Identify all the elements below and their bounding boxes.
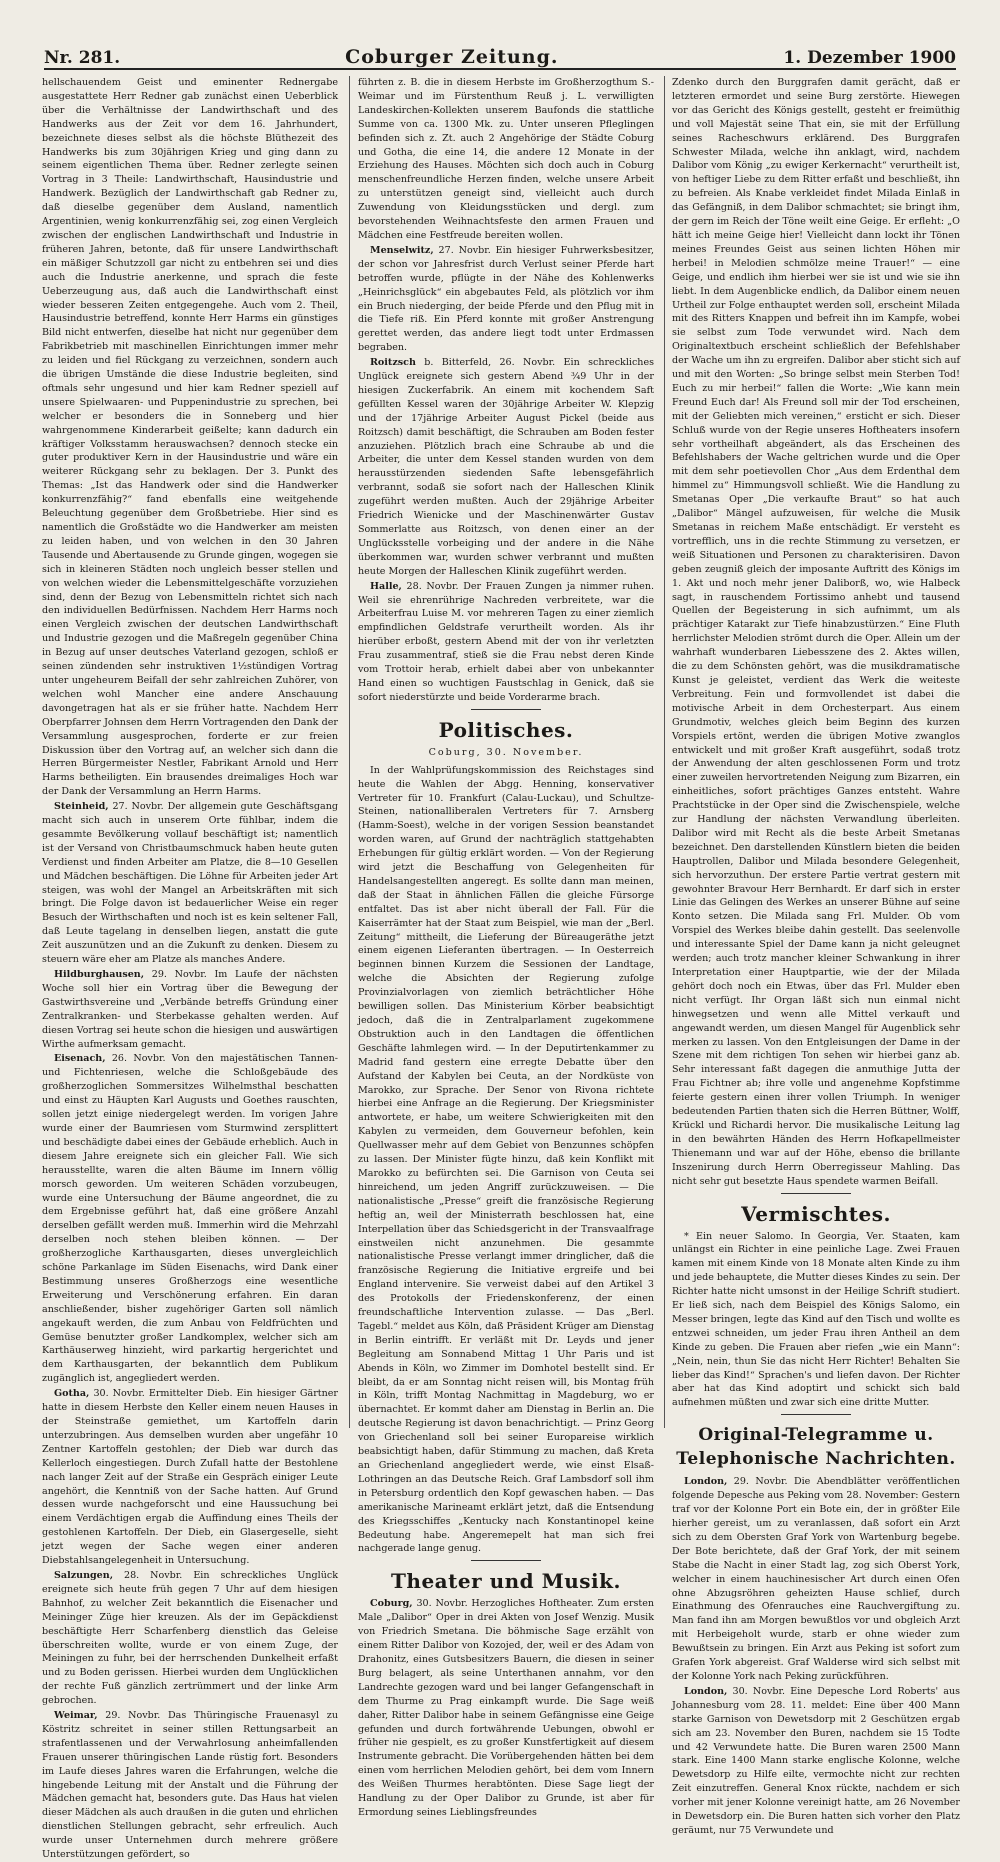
section-divider <box>471 1560 541 1561</box>
news-text: 27. Novbr. Der allgemein gute Geschäftsgang macht sich auch in unserem Orte fühlbar, indem die gesammte Bevölkerung vollauf beschäftigt ist; namentlich ist der Versand von Christbaumschmuck haben heute guten Verdienst und finden Arbeiter am Platze, die 8—10 Gesellen und Mädchen beschäftigen. Die Löhne für Arbeiten jeder Art steigen, was wohl der Mangel an Arbeitskräften mit sich bringt. Die Folge davon ist bedauerlicher Weise ein reger Besuch der Wirthschaften und noch ist es kein seltener Fall, daß Leute tagelang in denselben liegen, anstatt die gute Zeit auszunützen und an die Zukunft zu denken. Diesem zu steuern wäre eher am Platze als manches Andere. <box>42 801 338 966</box>
news-item <box>42 1709 338 1862</box>
news-item <box>672 1685 960 1838</box>
news-item <box>42 968 338 1051</box>
news-place: Salzungen, <box>54 1569 114 1581</box>
news-item <box>42 1569 338 1708</box>
news-item <box>358 356 654 579</box>
news-text: 28. Novbr. Ein schreckliches Unglück ereignete sich heute früh gegen 7 Uhr auf dem hiesigen Bahnhof, zu welcher Zeit bekanntlich die Eisenacher und Meininger Züge hier kreuzen. Als der im Gepäckdienst beschäftigte Herr Scharfenberg dienstlich das Geleise überschreiten wollte, wurde er von einem Zuge, der Meiningen zu fuhr, bei der herrschenden Dunkelheit erfaßt und zu Boden gerissen. Hierbei wurden dem Unglücklichen der rechte Fuß gänzlich zertrümmert und der linke Arm gebrochen. <box>42 1569 338 1707</box>
news-text: 29. Novbr. Im Laufe der nächsten Woche soll hier ein Vortrag über die Bewegung der Gastwirthsvereine und „Verbände betreffs Gründung einer Zentralkranken- und Sterbekasse gehalten werden. Auf diesen Vortrag sei heute schon die hiesigen und auswärtigen Wirthe aufmerksam gemacht. <box>42 969 338 1050</box>
issue-number: Nr. 281. <box>44 48 121 68</box>
section-heading-politics: Politisches. <box>438 717 574 742</box>
masthead <box>44 38 956 70</box>
news-place: Roitzsch <box>370 357 416 369</box>
news-item <box>358 1597 654 1820</box>
news-text: b. Bitterfeld, 26. Novbr. Ein schreckliches Unglück ereignete sich gestern Abend ¾9 Uhr in der hiesigen Zuckerfabrik. An einem mit kochendem Saft gefüllten Kessel waren der 30jährige Arbeiter W. Klepzig und der 17jährige Arbeiter August Pickel (beide aus Roitzsch) damit beschäftigt, die Schrauben am Boden fester anzuziehen. Plötzlich brach eine Schraube ab und die Arbeiter, die unter dem Kessel standen wurden von dem herausstürzenden siedenden Safte lebensgefährlich verbrannt, sodaß sie sofort nach der Halleschen Klinik zugeführt werden mußten. Auch der 29jährige Arbeiter Friedrich Wienicke und der Maschinenwärter Gustav Sommerlatte aus Roitzsch, von denen einer an der Unglücksstelle vorbeiging und der andere in die Nähe überkommen war, wurden schwer verbrannt und mußten heute Morgen der Halleschen Klinik zugeführt werden. <box>358 357 654 577</box>
news-text: 26. Novbr. Von den majestätischen Tannen- und Fichtenriesen, welche die Schloßgebäude des großherzoglichen Sommersitzes Wilhelmsthal beschatten und einst zu Häupten Karl Augusts und Goethes rauschten, sollen jetzt einige niedergelegt werden. Im vorigen Jahre wurde einer der Baumriesen vom Sturmwind zersplittert und beschädigte dabei eines der Gebäude erheblich. Auch in diesem Jahre ereignete sich ein gleicher Fall. Wie sich herausstellte, waren die alten Bäume im Innern völlig morsch geworden. Um weiteren Schäden vorzubeugen, wurde eine Untersuchung der Bäume angeordnet, die zu dem Ergebnisse geführt hat, daß eine größere Anzahl derselben gefällt werden muß. Immerhin wird die Mehrzahl derselben noch stehen bleiben können. — Der großherzogliche Karthausgarten, dieses unvergleichlich schöne Parkanlage im Süden Eisenachs, wird Dank einer Bestimmung unseres Großherzogs eine wesentliche Erweiterung und Verschönerung erfahren. Ein daran anschließender, bisher zugehöriger Garten soll nämlich angekauft werden, die zum Anbau von Feldfrüchten und Gemüse benutzter großer Landkomplex, welcher sich am Karthäuserweg hinzieht, wird parkartig hergerichtet und dem Karthausgarten, der bekanntlich dem Publikum zugänglich ist, angegliedert werden. <box>42 1053 338 1385</box>
article-paragraph: Zdenko durch den Burggrafen damit gerächt, daß er letzteren ermordet und seine Burg zerstörte. Hiewegen vor das Gericht des Königs gestellt, gesteht er freimüthig und voll Majestät seine That ein, sie mit der Erfüllung seines Racheschwurs erklärend. Des Burggrafen Schwester Milada, welche ihn anklagt, wird, nachdem Dalibor vom König „zu ewiger Kerkernacht“ verurtheilt ist, von heftiger Liebe zu dem Ritter erfaßt und beschließt, ihn zu befreien. Als Knabe verkleidet findet Milada Einlaß in das Gefängniß, in dem Dalibor schmachtet; sie bringt ihm, der gern im Reich der Töne weilt eine Geige. Er erfleht: „O hätt ich meine Geige hier! Vielleicht dann lockt ihr Tönen meines Freundes Geist aus seinen lichten Höhen mir herbei! in Melodien schmölze meine Trauer!“ — eine Geige, und endlich ihm hierbei wer sie ist und wie sie ihn liebt. In dem Augenblicke endlich, da Dalibor einem neuen Urtheil zur Folge enthauptet werden soll, erscheint Milada mit des Ritters Knappen und befreit ihn im Kampfe, wobei sie selbst zum Tode verwundet wird. Nach dem Originaltextbuch erscheint schließlich der Befehlshaber der Wache um ihn zu ergreifen. Dalibor aber sticht sich auf und mit den Worten: „So bringe selbst mein Sterben Tod! Euch zu mir herbei!“ fallen die Worte: „Wie kann mein Freund Euch dar! Als Freund soll mir der Tod erscheinen, mit der Geliebten mich vereinen,“ ersticht er sich. Dieser Schluß wurde von der Regie unseres Hoftheaters insofern sehr vortheilhaft abgeändert, als das Erscheinen des Befehlshabers der Wache geltrichen wurde und die Oper mit dem sehr poetievollen Chor „Aus dem Erdenthal dem himmel zu“ Himmungsvoll schließt. Wie die Handlung zu Smetanas Oper „Die verkaufte Braut“ so hat auch „Dalibor“ Mängel aufzuweisen, für welche die Musik Smetanas in reichem Maße entschädigt. Er versteht es vortrefflich, uns in die rechte Stimmung zu versetzen, er weiß Situationen und Personen zu charakterisiren. Davon geben zeugniß gleich der imposante Auftritt des Königs im 1. Akt und noch mehr jener Daliborß, wo, wie Halbeck sagt, in rauschendem Fortissimo anhebt und tausend Quellen der Begeisterung in sich aufnimmt, um als prächtiger Katarakt zur Tiefe hinabzustürzen.“ Eine Fluth herrlichster Melodien strömt durch die Oper. Allein um der wahrhaft wunderbaren Liebesszene des 2. Aktes willen, die zu dem Schönsten gehört, was die musikdramatische Kunst je geleistet, verdient das Werk die weiteste Verbreitung. Fein und formvollendet ist dabei die motivische Arbeit in dem Orchesterpart. Aus einem Grundmotiv, welches gleich beim Beginn des kurzen Vorspiels ertönt, werden die übrigen Motive zwanglos entwickelt und mit großer Kraft ausgeführt, sodaß trotz der Anwendung der alten geschlossenen Form und trotz einer zuweilen hervortretenden Neigung zum Bizarren, ein einheitliches, sofort prächtiges Ganzes entsteht. Wahre Prachtstücke in der Oper sind die Zwischenspiele, welche zur Handlung der nächsten Verwandlung überleiten. Dalibor wird mit Recht als die beste Arbeit Smetanas bezeichnet. Den darstellenden Künstlern bieten die beiden Hauptrollen, Dalibor und Milada besondere Gelegenheit, sich hervorzuthun. Der erstere Partie vertrat gestern mit gewohnter Bravour Herr Bernhardt. Er darf sich in erster Linie das Gelingen des Werkes an unserer Bühne auf seine Konto setzen. Die Milada sang Frl. Mulder. Ob vom Vorspiel des Werkes bleibe dahin gestellt. Das seelenvolle und interessante Spiel der Dame kann ja nicht geleugnet werden; auch trotz mancher kleiner Schwankung in ihrer Interpretation einer Hauptpartie, wie der der Milada gehört doch noch ein Etwas, über das Frl. Mulder eben nicht verfügt. Ihr Organ läßt sich nun einmal nicht hinwegsetzen und wenn alle Mittel verkauft und angewandt werden, um diesen Mangel für Augenblick sehr merken zu lassen. Von den Entgleisungen der Dame in der Szene mit dem richtigen Ton sehen wir hierbei ganz ab. Sehr interessant faßt dagegen die anmuthige Jutta der Frau Fichtner ab; ihre volle und angenehme Kopfstimme feierte gestern einen ihrer vollen Triumph. In weniger bedeutenden Partien thaten sich die Herren Büttner, Wolff, Krückl und Richardi hervor. Die musikalische Leitung lag in den bewährten Händen des Herrn Hofkapellmeister Thienemann und war auf der Höhe, ebenso die brillante Inszenirung durch Herrn Oberregisseur Mahling. Das nicht sehr gut besetzte Haus spendete warmen Beifall. <box>672 77 961 1187</box>
column-3 <box>672 76 961 1836</box>
news-text: 29. Novbr. Die Abendblätter veröffentlichen folgende Depesche aus Peking vom 28. November: Gestern traf vor der Kolonne Port ein Bote ein, der in größter Eile hierher gereist, um zu veranlassen, daß sofort ein Arzt sich zu dem Obersten Graf York von Wartenburg begebe. Der Bote berichtete, daß der Graf York, der mit seinem Stabe die Nacht in einer Stadt lag, zog sich Oberst York, welcher in einem hauchinesischer Art durch einen Ofen ohne Abzugsröhren geheizten Hause schlief, durch Einathmung des Ofenrauches eine Rauchvergiftung zu. Man fand ihn am Morgen bewußtlos vor und obgleich Arzt mit Herbeigeholt wurde, starb er ohne wieder zum Bewußtsein zu bringen. Ein Arzt aus Peking ist sofort zum Grafen York abgereist. Graf Walderse wird sich selbst mit der Kolonne York nach Peking zurückführen. <box>672 1476 960 1682</box>
section-divider <box>781 1193 851 1194</box>
news-place: London, <box>684 1685 728 1697</box>
section-heading-telegrams: Original-Telegramme u. Telephonische Nachrichten. <box>676 1425 956 1470</box>
dateline: Coburg, 30. November. <box>428 746 584 758</box>
news-text: 30. Novbr. Ermittelter Dieb. Ein hiesiger Gärtner hatte in diesem Herbste den Keller einem neuen Hauses in der Steinstraße gemiethet, um Kartoffeln darin unterzubringen. Aus demselben wurden aber ungefähr 10 Zentner Kartoffeln gestohlen; der Dieb war durch das Kellerloch eingestiegen. Durch Zufall hatte der Bestohlene nach langer Zeit auf der Straße ein Gespräch einiger Leute angehört, die Kenntniß von der Sache hatten. Auf Grund dessen wurde nachgeforscht und eine Haussuchung bei einem Verdächtigen ergab die Auffindung eines Theils der gestohlenen Kartoffeln. Der Dieb, ein Glasergeselle, sieht jetzt wegen der Sache wegen einer anderen Diebstahlsangelegenheit in Untersuchung. <box>42 1388 338 1567</box>
article-paragraph: In der Wahlprüfungskommission des Reichstages sind heute die Wahlen der Abgg. Henning, konservativer Vertreter für 10. Frankfurt (Calau-Luckau), und Schultze-Steinen, nationalliberalen Vertreters für 7. Arnsberg (Hamm-Soest), welche in der vorigen Session beanstandet worden waren, auf Grund der nachträglich stattgehabten Erhebungen für gültig erklärt worden. — Von der Regierung wird jetzt die Beschaffung von Gelegenheiten für Handelsangestellten angeregt. Es sollte dann man meinen, daß der Staat in ähnlichen Fällen die gleiche Fürsorge entfaltet. Das ist aber nicht überall der Fall. Für die Kaiserrämter hat der Staat zum Beispiel, wie man der „Berl. Zeitung“ mittheilt, die Lieferung der Büreaugeräthe jetzt einem eigenen Lieferanten übertragen. — In Oesterreich beginnen binnen Kurzem die Sessionen der Landtage, welche die Absichten der Regierung zufolge Provinzialvorlagen von ziemlich beträchtlicher Höhe bewilligen sollen. Das Ministerium Körber beabsichtigt jedoch, daß die in Zentralparlament zugekommene Obstruktion auch in den Landtagen die öffentlichen Geschäfte lahmlegen wird. — In der Deputirtenkammer zu Madrid fand gestern eine erregte Debatte über den Aufstand der Kabylen bei Ceuta, an der Nordküste von Marokko, zur Sprache. Der Senor von Rivona richtete hierbei eine Anfrage an die Regierung. Der Kriegsminister antwortete, er habe, um weitere Schwierigkeiten mit den Kabylen zu vermeiden, dem Gouverneur befohlen, kein Quellwasser mehr auf dem Gebiet von Benzunnes schöpfen zu lassen. Der Minister fügte hinzu, daß kein Konflikt mit Marokko zu befürchten sei. Die Garnison von Ceuta sei hinreichend, um jeden Angriff zurückzuweisen. — Die nationalistische „Presse“ greift die französische Regierung heftig an, weil der Ministerrath beschlossen hat, eine Interpellation über das Schiedsgericht in der Transvaalfrage einstweilen nicht anzunehmen. Die gesammte nationalistische Presse verlangt immer dringlicher, daß die französische Regierung die Initiative ergreife und bei England intervenire. Sie verweist dabei auf den Artikel 3 des Protokolls der Friedenskonferenz, der einen freundschaftliche Intervention zulasse. — Das „Berl. Tagebl.“ meldet aus Köln, daß Präsident Krüger am Dienstag in Berlin eintrifft. Er verläßt mit Dr. Leyds und jener Begleitung am Sonnabend Mittag 1 Uhr Paris und ist Abends in Köln, wo Zimmer im Domhotel bestellt sind. Er bleibt, da er am Sonntag nicht reisen will, bis Montag früh in Köln, trifft Montag Nachmittag in Magdeburg, wo er übernachtet. Er kommt daher am Dienstag in Berlin an. Die deutsche Regierung ist davon benachrichtigt. — Prinz Georg von Griechenland soll bei seiner Europareise wirklich beabsichtigt haben, dafür Stimmung zu machen, daß Kreta an Griechenland angegliedert werde, wie einst Elsaß-Lothringen an das Deutsche Reich. Graf Lambsdorf soll ihm in Petersburg ordentlich den Kopf gewaschen haben. — Das amerikanische Marineamt erklärt jetzt, daß die Entsendung des Kriegsschiffes „Kentucky nach Konstantinopel keine Bedeutung habe. Angeremepelt hat man sich frei nachgerade lange genug. <box>358 764 654 1555</box>
news-place: Gotha, <box>54 1388 90 1400</box>
article-paragraph: hellschauendem Geist und eminenter Rednergabe ausgestattete Herr Redner gab zunächst einen Ueberblick über die Verhältnisse der Landwirthschaft und des Handwerks aus der Zeit vor dem 16. Jahrhundert, bezeichnete dieses selbst als die höchste Blüthezeit des Handwerks bis zum 30jährigen Krieg und ging dann zu seinem eigentlichen Thema über. Redner zerlegte seinen Vortrag in 3 Theile: Landwirthschaft, Hausindustrie und Handwerk. Bezüglich der Landwirthschaft gab Redner zu, daß dieselbe gegenüber dem Ausland, namentlich Argentinien, wenig konkurrenzfähig sei, zog einen Vergleich zwischen der englischen Landwirthschaft und Industrie in früheren Jahren, betonte, daß für unsere Landwirthschaft ein mäßiger Schutzzoll gar nicht zu entbehren sei und dies auch die Industrie anerkenne, und sprach die feste Ueberzeugung aus, daß auch die Landwirthschaft einst wieder besseren Zeiten entgegengehe. Auch vom 2. Theil, Hausindustrie betreffend, konnte Herr Harms ein günstiges Bild nicht entwerfen, dieselbe hat nicht nur gegenüber dem Fabrikbetrieb mit maschinellen Einrichtungen immer mehr zu leiden und fiel Rückgang zu verzeichnen, sondern auch die übrigen Umstände die diese Industrie begleiten, sind oftmals sehr ungesund und hier kam Redner speziell auf unsere Spielwaaren- und Puppenindustrie zu sprechen, bei welcher er besonders die in Sonneberg und hier wahrgenommene Kinderarbeit geißelte; kann dadurch ein kräftiger Volksstamm herauswachsen? dennoch stecke ein guter produktiver Kern in der Hausindustrie und wäre ein weiterer Rückgang sehr zu beklagen. Der 3. Punkt des Themas: „Ist das Handwerk oder sind die Handwerker konkurrenzfähig?“ fand ebenfalls eine weitgehende Beleuchtung gegenüber dem Großbetriebe. Hier sind es namentlich die Großstädte wo die Handwerker am meisten zu leiden haben, und von welchen in den 30 Jahren Tausende und Abertausende zu Grunde gingen, wogegen sie sich in kleineren Städten noch ungleich besser stellen und von welchen wieder die Lebensmittelgeschäfte vorzuziehen sind, denn der Bezug von Lebensmitteln richtet sich nach den individuellen Bedürfnissen. Nachdem Herr Harms noch einen Vergleich zwischen der deutschen Landwirthschaft und Industrie gezogen und die Maßregeln gegenüber China in Bezug auf unser deutsches Vaterland gezogen, schloß er seinen zündenden sehr instruktiven 1½stündigen Vortrag unter ungeheurem Beifall der sehr zahlreichen Zuhörer, von welchen wohl Mancher eine andere Anschauung davongetragen hat als er sie früher hatte. Nachdem Herr Oberpfarrer Johnsen dem Herrn Vortragenden den Dank der Versammlung ausgesprochen, forderte er zur freien Diskussion über den Vortrag auf, an welcher sich dann die Herren Bürgermeister Nestler, Fabrikant Arnold und Herr Harms betheiligten. Ein brausendes dreimaliges Hoch war der Dank der Versammlung an Herrn Harms. <box>42 77 338 798</box>
news-item <box>358 580 654 705</box>
news-text: 27. Novbr. Ein hiesiger Fuhrwerksbesitzer, der schon vor Jahresfrist durch Verlust seiner Pferde hart betroffen wurde, pflügte in der Nähe des Kohlenwerks „Heinrichsglück“ ein abgebautes Feld, als plötzlich vor ihm ein Bruch niederging, der beide Pferde und den Pflug mit in die Tiefe riß. Ein Pferd konnte mit großer Anstrengung gerettet werden, das andere liegt todt unter Erdmassen begraben. <box>358 244 654 354</box>
news-place: Eisenach, <box>54 1053 106 1065</box>
news-text: 30. Novbr. Herzogliches Hoftheater. Zum ersten Male „Dalibor“ Oper in drei Akten von Josef Wenzig. Musik von Friedrich Smetana. Die böhmische Sage erzählt von einem Ritter Dalibor von Kozojed, der, weil er des Adam von Drahonitz, eines Gutsbesitzers Bauern, die diesen in seiner Burg belagert, als seine Unterthanen annahm, vor den Landrechte gezogen ward und bei langer Gefangenschaft in dem Thurme zu Prag einkampft wurde. Die Sage weiß daher, Ritter Dalibor habe in seinem Gefängnisse eine Geige gefunden und durch fortwährende Uebungen, obwohl er früher nie gespielt, es zu großer Kunstfertigkeit auf diesem Instrumente gebracht. Die Vorübergehenden hätten bei dem einen vom herrlichen Melodien gehört, bei dem vom Innern des Weißen Thurmes herabtönten. Diese Sage liegt der Handlung zu der Oper Dalibor zu Grunde, ist aber für Ermordung seines Lieblingsfreundes <box>358 1598 654 1818</box>
section-heading-miscellaneous: Vermischtes. <box>741 1201 891 1226</box>
news-place: Steinheid, <box>54 801 109 813</box>
newspaper-title: Coburger Zeitung. <box>345 46 559 68</box>
news-text: 29. Novbr. Das Thüringische Frauenasyl zu Köstritz schreitet in seiner stillen Rettungsarbeit an strafentlassenen und der Verwahrlosung anheimfallenden Frauen unserer thüringischen Lande rüstig fort. Besonders im Laufe dieses Jahres waren die Erfahrungen, welche die hingebende Leitung mit der Anstalt und die Führung der Mädchen gemacht hat, besonders gute. Das Haus hat vielen dieser Mädchen als auch draußen in die guten und ehrlichen dienstlichen Stellungen gebracht, sehr erfreulich. Auch wurde unser Unternehmen durch mehrere größere Unterstützungen gefördert, so <box>42 1710 338 1861</box>
news-place: Weimar, <box>54 1710 98 1722</box>
news-place: Coburg, <box>370 1598 413 1610</box>
news-place: Menselwitz, <box>370 244 434 256</box>
column-divider <box>664 76 665 1428</box>
news-item <box>358 244 654 355</box>
column-divider <box>349 76 350 1428</box>
article-paragraph: führten z. B. die in diesem Herbste im Großherzogthum S.-Weimar und im Fürstenthum Reuß j. L. verwilligten Landeskirchen-Kollekten unserem Baufonds die stattliche Summe von ca. 1300 Mk. zu. Unter unseren Pfleglingen befinden sich z. Zt. auch 2 Angehörige der Städte Coburg und Gotha, die eine 14, die andere 12 Monate in der Erziehung des Hauses. Möchten sich doch auch in Coburg menschenfreundliche Herzen finden, welche unsere Arbeit zu unterstützen geneigt sind, vielleicht auch durch Zuwendung von Kleidungsstücken und dergl. zum bevorstehenden Weihnachtsfeste den armen Frauen und Mädchen eine Festfreude bereiten wollen. <box>358 77 654 241</box>
section-divider <box>781 1414 851 1415</box>
news-item <box>42 800 338 967</box>
news-item <box>42 1052 338 1386</box>
news-text: 28. Novbr. Der Frauen Zungen ja nimmer ruhen. Weil sie ehrenrührige Nachreden verbreitete, war die Arbeiterfrau Luise M. vor mehreren Tagen zu einer ziemlich empfindlichen Geldstrafe verurtheilt worden. Als ihr hierüber erboßt, gestern Abend mit der von ihr verletzten Frau zusammentraf, stieß sie die Frau nebst deren Kinde vom Trottoir herab, erhielt dabei aber von unbekannter Hand einen so wuchtigen Faustschlag in Genick, daß sie sofort niederstürzte und beide Vorderarme brach. <box>358 580 654 703</box>
section-heading-theater: Theater und Musik. <box>391 1569 621 1594</box>
article-paragraph: * Ein neuer Salomo. In Georgia, Ver. Staaten, kam unlängst ein Richter in eine peinliche Lage. Zwei Frauen kamen mit einem Kinde von 18 Monate alten Kinde zu ihm und jede behauptete, die Mutter dieses Kindes zu sein. Der Richter hatte nicht umsonst in der Heilige Schrift studiert. Er ließ sich, nach dem Beispiel des Königs Salomo, ein Messer bringen, legte das Kind auf den Tisch und wollte es entzwei schneiden, um jeder Frau ihren Antheil an dem Kinde zu geben. Die Frauen aber riefen „wie ein Mann“: „Nein, nein, thun Sie das nicht Herr Richter! Behalten Sie lieber das Kind!“ Sprachen's und liefen davon. Der Richter aber hat das Kind adoptirt und schickt sich bald aufnehmen müßten und zwar sich eine dritte Mutter. <box>672 1230 960 1409</box>
column-2 <box>358 76 654 1818</box>
news-item <box>672 1475 960 1684</box>
column-1 <box>42 76 338 1861</box>
news-text: 30. Novbr. Eine Depesche Lord Roberts' aus Johannesburg vom 28. 11. meldet: Eine über 400 Mann starke Garnison von Dewetsdorp mit 2 Geschützen ergab sich am 23. November den Buren, nachdem sie 15 Todte und 42 Verwundete hatte. Die Buren waren 2500 Mann stark. Eine 1400 Mann starke englische Kolonne, welche Dewetsdorp zu Hilfe eilte, vermochte nicht zur rechten Zeit einzutreffen. General Knox rückte, nachdem er sich vorher mit jener Kolonne vereinigt hatte, am 26 November in Dewetsdorp ein. Die Buren hatten sich vorher den Platz geräumt, nur 75 Verwundete und <box>672 1685 960 1836</box>
section-divider <box>471 709 541 710</box>
news-item <box>42 1387 338 1568</box>
news-place: Halle, <box>370 580 402 592</box>
news-place: Hildburghausen, <box>54 969 145 980</box>
issue-date: 1. Dezember 1900 <box>783 48 956 68</box>
news-place: London, <box>684 1476 728 1488</box>
